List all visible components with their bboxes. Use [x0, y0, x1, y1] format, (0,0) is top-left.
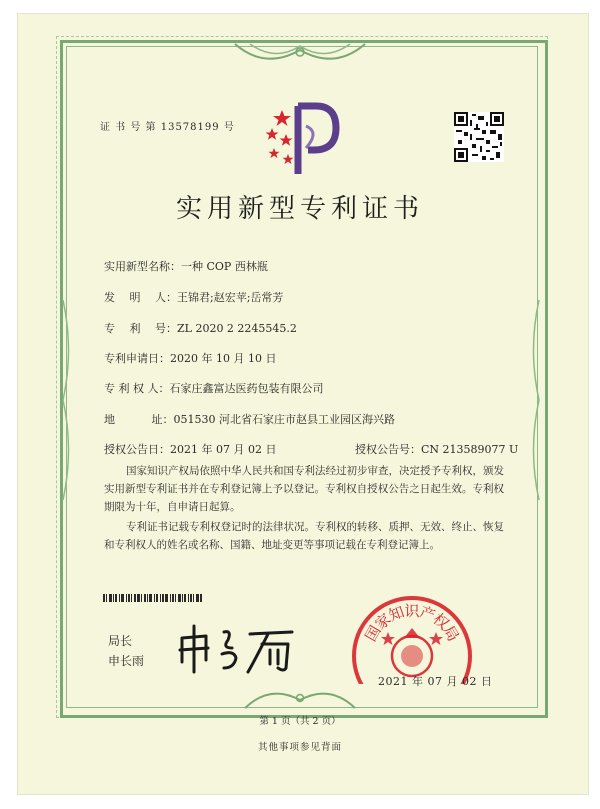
- field-grant-date: [104, 441, 276, 457]
- body-paragraph: 专利证书记载专利权登记时的法律状况。专利权的转移、质押、无效、终止、恢复和专利权人的姓名或名称、国籍、地址变更等事项记载在专利登记簿上。: [104, 521, 504, 551]
- left-ornament: [60, 300, 74, 500]
- field-value: ZL 2020 2 2245545.2: [177, 322, 297, 335]
- field-value: 2021 年 07 月 02 日: [170, 443, 277, 456]
- field-value: 051530 河北省石家庄市赵县工业园区海兴路: [173, 413, 395, 426]
- seal-char: 产: [417, 602, 438, 625]
- field-label: 授权公告号：: [355, 443, 421, 456]
- director-signature: [172, 618, 302, 676]
- patent-office-logo: [262, 96, 342, 178]
- field-patent-number: [104, 320, 297, 336]
- director-name: 申长雨: [108, 654, 145, 668]
- field-value: 一种 COP 西林瓶: [181, 260, 268, 273]
- field-value: 王锦君;赵宏苹;岳常芳: [177, 291, 284, 304]
- field-utility-model-name: [104, 258, 268, 274]
- field-label: 实用新型名称：: [104, 260, 181, 273]
- qr-code: [454, 112, 504, 162]
- certificate-title: 实用新型专利证书: [175, 194, 424, 224]
- top-ornament: [230, 40, 370, 74]
- certificate-number: 证 书 号 第 13578199 号: [100, 122, 235, 133]
- seal-char: 权: [429, 609, 453, 634]
- field-inventors: [104, 289, 283, 305]
- footer-note: 其他事项参见背面: [257, 742, 342, 753]
- seal-char: 识: [404, 602, 420, 620]
- field-label: 发 明 人：: [104, 291, 177, 304]
- field-label: 授权公告日：: [104, 443, 170, 456]
- barcode: [103, 594, 236, 602]
- field-value: CN 213589077 U: [421, 443, 519, 456]
- field-value: 石家庄鑫富达医药包装有限公司: [169, 382, 324, 395]
- seal-text-arc: [348, 592, 476, 684]
- page-number: 第 1 页（共 2 页）: [259, 716, 341, 727]
- field-grant-number: [355, 441, 518, 457]
- field-label: 专 利 权 人：: [104, 382, 170, 395]
- seal-char: 局: [439, 622, 463, 645]
- seal-char: 知: [386, 602, 407, 625]
- field-label: 专 利 号：: [104, 322, 177, 335]
- field-filing-date: [104, 350, 276, 366]
- field-patentee: [104, 380, 324, 396]
- body-paragraph: 国家知识产权局依照中华人民共和国专利法经过初步审查，决定授予专利权，颁发实用新型专利证书并在专利登记簿上予以登记。专利权自授权公告之日起生效。专利权期限为十年，自申请日起算。: [104, 465, 504, 513]
- seal-char: 国: [361, 622, 385, 645]
- right-ornament: [528, 300, 542, 500]
- field-value: 2020 年 10 月 10 日: [170, 352, 277, 365]
- seal-date: 2021 年 07 月 02 日: [378, 675, 493, 688]
- bottom-ornament: [240, 678, 360, 712]
- field-label: 地 址：: [104, 413, 174, 426]
- director-title: 局长: [108, 634, 133, 648]
- seal-char: 家: [371, 609, 395, 634]
- field-address: [104, 411, 395, 427]
- field-label: 专利申请日：: [104, 352, 170, 365]
